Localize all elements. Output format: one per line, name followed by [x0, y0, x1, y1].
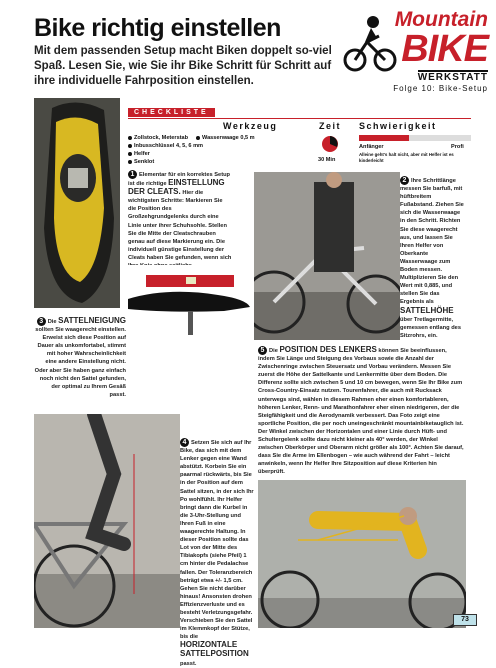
checklist-box	[128, 108, 471, 164]
step3-text: 3 Die SATTELNEIGUNG sollten Sie waagerecht einstellen. Erweist sich diese Position auf Dauer als unkomfortabel, stimmt mit hoher Wahrscheinlichkeit eine andere Einstellung nicht. Oder aber Sie haben ganz einfach noch nicht den Sattel gefunden, der optimal zu Ihrem Gesäß passt.	[34, 316, 126, 398]
tool-item: Helfer	[128, 151, 150, 157]
step-number: 4	[180, 438, 189, 447]
tool-item: Zollstock, Meterstab	[128, 135, 188, 141]
photo-shoe-cleat	[34, 98, 120, 308]
page-subtitle: Mit dem passenden Setup macht Biken doppelt so-viel Spaß. Lesen Sie, wie Sie ihr Bike Schritt für Schritt auf ihre individuelle Fahrposition einstellen.	[34, 45, 332, 87]
rider-silhouette-icon	[341, 12, 399, 74]
step-number: 3	[37, 317, 46, 326]
photo-handlebar-position	[258, 480, 466, 628]
step2-heading: SATTELHÖHE	[400, 305, 454, 315]
step1-text: 1 Elementar für ein korrektes Setup ist die richtige EINSTELLUNG DER CLEATS. Hier die wichtigsten Schritte: Markieren Sie die Position des Großzehgrundgelenks durch eine Linie unter ihrer Schuhsohle. Stellen Sie die Mitte der Cleatschrauben genau auf diese Markierung ein. Die individuell günstige Einstellung der Cleats haben Sie gefunden, wenn sich	[128, 171, 232, 261]
logo-line-mountain: Mountain	[394, 8, 488, 31]
step3-heading: SATTELNEIGUNG	[58, 316, 126, 325]
step-number: 1	[128, 170, 137, 179]
mountainbike-werkstatt-logo	[335, 8, 490, 100]
tool-item: Wasserwaage 0,5 m	[196, 135, 255, 141]
difficulty-bar	[359, 135, 471, 143]
clock-icon	[318, 134, 342, 154]
photo-saddle-level	[128, 265, 253, 335]
measuring-illustration	[254, 172, 400, 340]
checklist-werkzeug-heading: Werkzeug	[223, 121, 278, 131]
difficulty-note: Alleine geht's halt nicht, aber mit Helfer ist es kinderleicht	[359, 152, 454, 163]
checklist-divider	[128, 118, 471, 119]
page-title: Bike richtig einstellen	[34, 14, 281, 42]
step-number: 2	[400, 176, 409, 185]
step5-heading: POSITION DES LENKERS	[279, 345, 377, 354]
step5-text: 5 Die POSITION DES LENKERS können Sie beeinflussen, indem Sie Länge und Steigung des Vorbaus sowie die Anzahl der Zwischenringe zwischen Steuersatz und Vorbau verändern. Messen Sie zuerst die Höhe der Sattelkante und Lenkermitte über dem Boden. Die Differenz sollte sich zwischen 5 und 10 cm bewegen, wenn Sie Ihr Bike zum Cross-Country-Einsatz nutzen. Tourenfahrer, die auch mit Rucksack unterwegs sind, wählen in diesem Rahmen eher einen komfortableren, höheren Lenker, Renn- und Marathonfahrer eher einen niedrigeren, der die Steigfähigkeit und die Aerodynamik verbessert. Das Foto zeigt eine sportliche Position, die per noch uneingeschränkt mountainbiketauglich ist. Der Winkel zwischen der Horizontalen und einer Linie durch Hüft- und Schultergelenk sollte dazu nicht kleiner als 40° werden, der Winkel zwischen Oberkörper und Oberarm nicht größer als 100°. Achten Sie darauf, dass Sie die Arme im Ellenbogen – wie auch während der Fahrt – leicht anwinkeln, wenn Ihr Helfer Ihre Sitzposition auf diese Kriterien hin überprüft.	[258, 345, 464, 476]
knee-crank-illustration	[34, 414, 180, 628]
logo-line-werkstatt: WERKSTATT	[417, 72, 488, 83]
step4-heading: HORIZONTALE SATTELPOSITION	[180, 640, 249, 659]
shoe-sole-illustration	[34, 98, 120, 308]
difficulty-low-label: Anfänger	[359, 144, 384, 150]
step4-text: 4 Setzen Sie sich auf Ihr Bike, das sich mit dem Lenker gegen eine Wand abstützt. Korbein Sie ein paarmal rückwärts, bis Sie in der Position auf dem Sattel sitzen, in der sich Ihr Po wohlfühlt. Ihr Helfer bringt dann die Kurbel in die 3-Uhr-Stellung und Ihren Fuß in eine waagerechte Haltung. In dieser Position sollte das Lot von der Mitte des Tibiakopfs (siehe Pfeil) 1 cm hinter die Pedalachse fallen. Der Toleranzbereich beträgt etwa +/- 1,5 cm. Gehen Sie nicht darüber hinaus! Ansonsten drohen Effizienzverluste und es besteht Verletzungsgefahr. Verschieben Sie den Sattel im Klemmkopf der Stütze, bis die HORIZONTALE SATTELPOSITION passt.	[180, 439, 254, 667]
tool-item: Senklot	[128, 159, 154, 165]
photo-measuring-height	[254, 172, 400, 340]
handlebar-illustration	[258, 480, 466, 628]
checklist-schwierigkeit-heading: Schwierigkeit	[359, 121, 437, 131]
step1-heading: EINSTELLUNG DER CLEATS.	[128, 178, 225, 197]
checklist-zeit-heading: Zeit	[319, 121, 342, 131]
step-number: 5	[258, 346, 267, 355]
checklist-label: CHECKLISTE	[128, 108, 215, 117]
logo-series-label: Folge 10: Bike-Setup	[393, 84, 488, 93]
logo-line-bike: BIKE	[401, 28, 488, 70]
difficulty-high-label: Profi	[451, 144, 464, 150]
photo-knee-position	[34, 414, 180, 628]
step2-text: 2 Ihre Schrittlänge messen Sie barfuß, mit hüftbreitem Fußabstand. Ziehen Sie sich die Wasserwaage in den Schritt. Richten Sie diese waagerecht aus, und lassen Sie Ihren Helfer von Oberkante Wasserwaage zum Boden messen. Multiplizieren Sie den Wert mit 0,885, und stellen Sie das Ergebnis als SATTELHÖHE über Tretlagermitte, gemessen entlang des Sitzrohrs, ein.	[400, 177, 464, 339]
page-number: 73	[453, 614, 477, 626]
tool-item: Inbusschlüssel 4, 5, 6 mm	[128, 143, 203, 149]
checklist-time: 30 Min	[318, 157, 336, 163]
saddle-illustration	[128, 265, 253, 335]
